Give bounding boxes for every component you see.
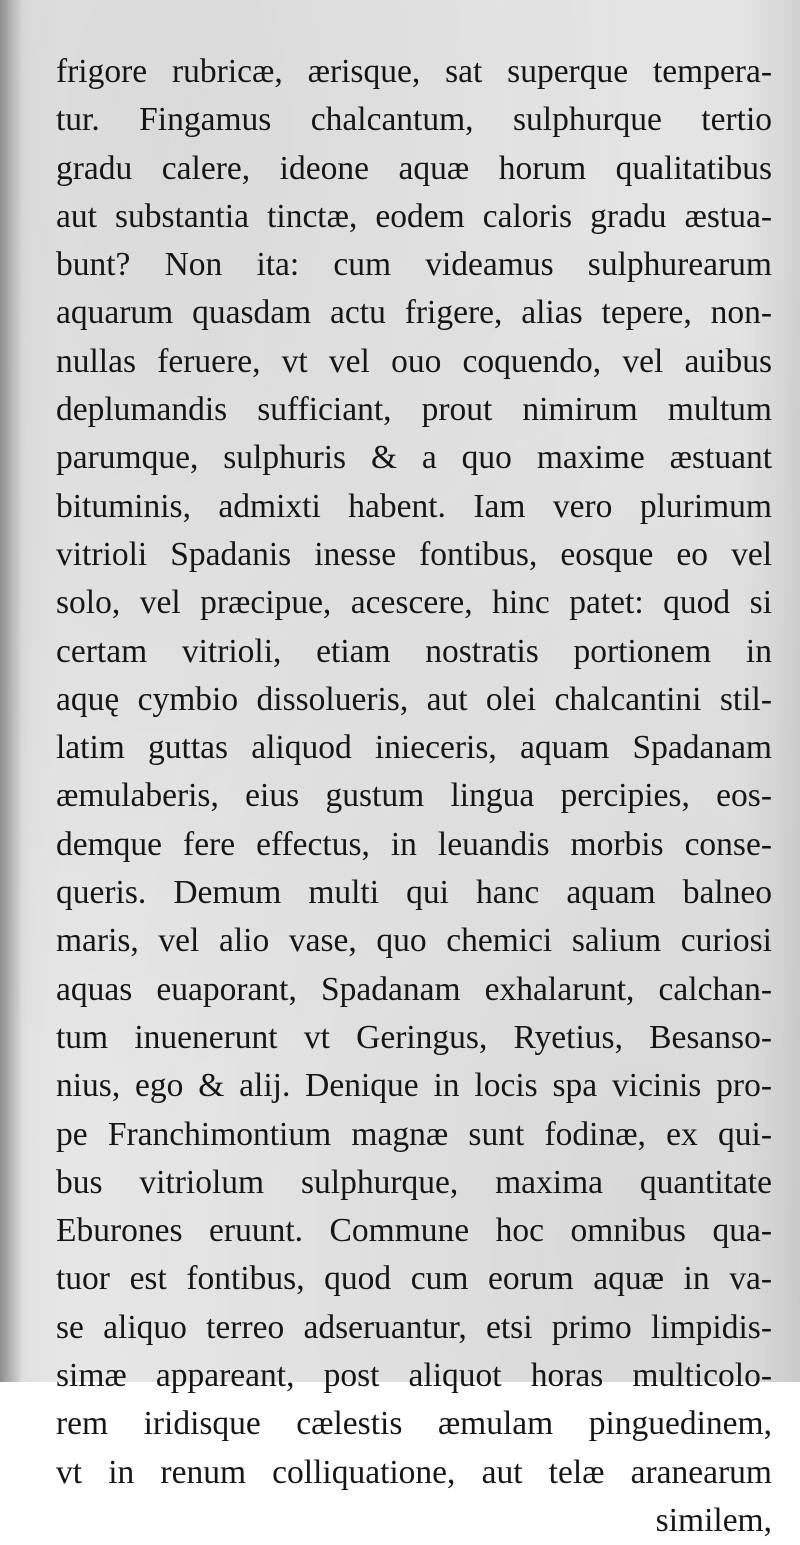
text-line: nullas feruere, vt vel ouo coquendo, vel auibus	[56, 342, 772, 380]
text-line: frigore rubricæ, ærisque, sat superque tempera-	[56, 53, 772, 90]
text-line: se aliquo terreo adseruantur, etsi primo limpidis-	[56, 1308, 772, 1346]
binding-gutter	[0, 0, 22, 1382]
text-line: queris. Demum multi qui hanc aquam balneo	[56, 874, 772, 912]
text-line: gradu calere, ideone aquæ horum qualitatibus	[56, 149, 772, 187]
text-line: aquas euaporant, Spadanam exhalarunt, calchan-	[56, 970, 772, 1008]
text-line: certam vitrioli, etiam nostratis portionem in	[56, 632, 772, 670]
body-text	[56, 48, 772, 1545]
text-line: tuor est fontibus, quod cum eorum aquæ in va-	[56, 1260, 772, 1298]
text-line: vitrioli Spadanis inesse fontibus, eosque eo vel	[56, 535, 772, 573]
text-line: Eburones eruunt. Commune hoc omnibus qua-	[56, 1212, 772, 1250]
text-line: vt in renum colliquatione, aut telæ aranearum	[56, 1453, 772, 1491]
text-line: bunt? Non ita: cum videamus sulphurearum	[56, 246, 772, 284]
text-line: æmulaberis, eius gustum lingua percipies, eos-	[56, 777, 772, 815]
text-line: aquę cymbio dissolueris, aut olei chalcantini stil-	[56, 680, 772, 718]
text-line: similem,	[655, 1501, 772, 1539]
text-line: aquarum quasdam actu frigere, alias tepere, non-	[56, 294, 772, 332]
text-line: bus vitriolum sulphurque, maxima quantitate	[56, 1163, 772, 1201]
text-line: nius, ego & alij. Denique in locis spa vicinis pro-	[56, 1067, 772, 1105]
text-line: deplumandis sufficiant, prout nimirum multum	[56, 391, 772, 429]
text-line: rem iridisque cælestis æmulam pinguedinem,	[56, 1405, 772, 1443]
text-line: tum inuenerunt vt Geringus, Ryetius, Besanso-	[56, 1018, 772, 1056]
text-line: maris, vel alio vase, quo chemici salium curiosi	[56, 922, 772, 960]
text-line: pe Franchimontium magnæ sunt fodinæ, ex qui-	[56, 1115, 772, 1153]
text-line: parumque, sulphuris & a quo maxime æstuant	[56, 439, 772, 477]
text-line: latim guttas aliquod inieceris, aquam Spadanam	[56, 729, 772, 767]
text-line: demque fere effectus, in leuandis morbis conse-	[56, 825, 772, 863]
text-line: solo, vel præcipue, acescere, hinc patet: quod si	[56, 584, 772, 622]
text-line: bituminis, admixti habent. Iam vero plurimum	[56, 487, 772, 525]
text-line: aut substantia tinctæ, eodem caloris gradu æstua-	[56, 197, 772, 235]
text-line: tur. Fingamus chalcantum, sulphurque tertio	[56, 101, 772, 139]
text-line: simæ appareant, post aliquot horas multicolo-	[56, 1357, 772, 1395]
